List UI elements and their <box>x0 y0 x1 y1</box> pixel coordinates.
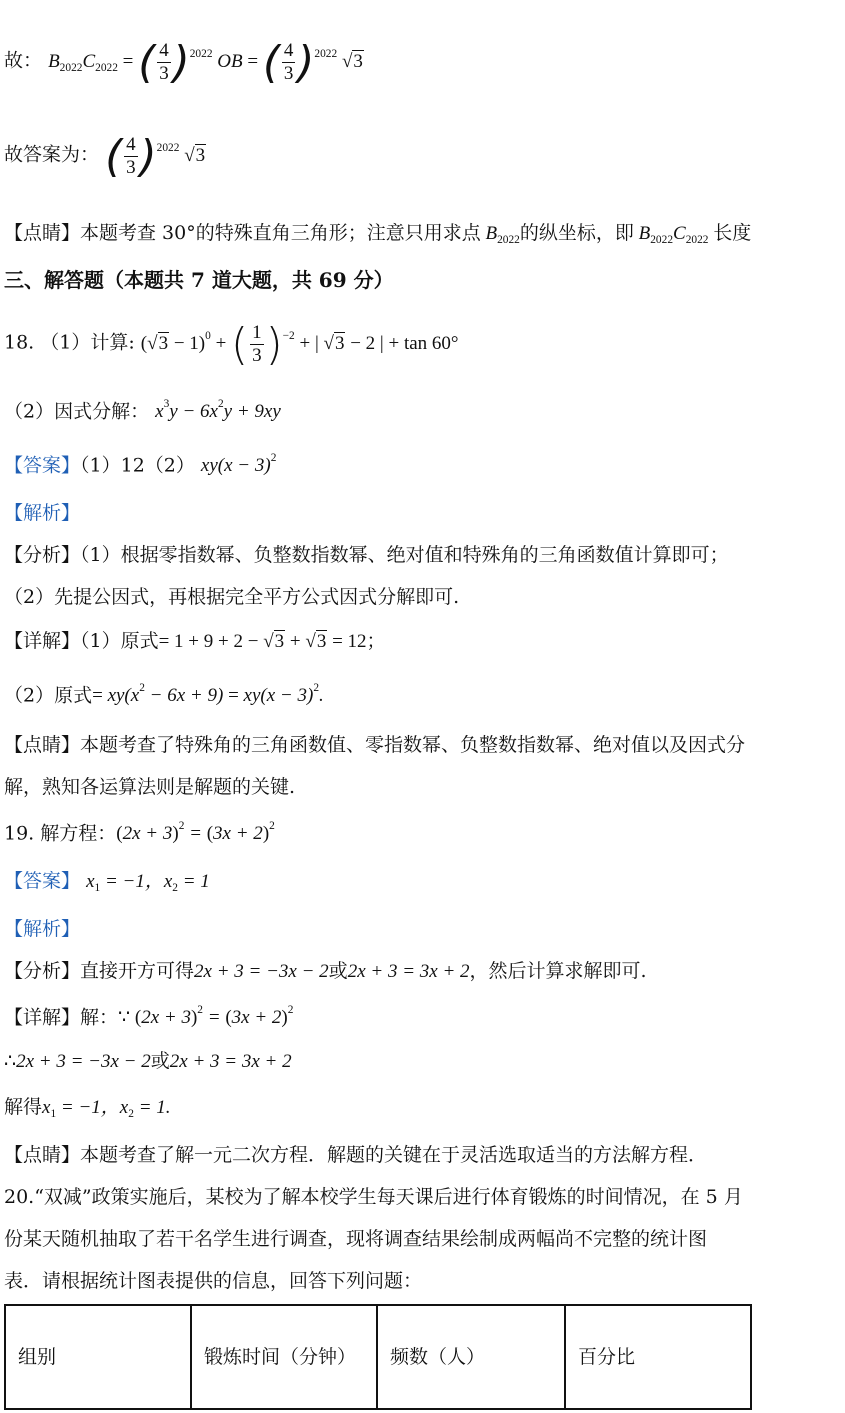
therefore-line <box>4 1050 292 1074</box>
text: 解得 <box>4 1096 43 1118</box>
formula: $B_{2022}C_{2022}$ <box>633 223 709 246</box>
dianjing-line <box>4 222 751 248</box>
formula: ( $\frac{4}{3}$ )$^{2022}$ √3 <box>105 130 206 182</box>
header-cell: 频数（人） <box>377 1305 565 1409</box>
question-20-3: 表．请根据统计图表提供的信息，回答下列问题： <box>4 1270 423 1292</box>
formula: $x_1 = -1$，$x_2 = 1$. <box>42 1097 171 1120</box>
question-18 <box>4 318 459 370</box>
formula: $(2x + 3)^2 = (3x + 2)^2$ <box>116 820 275 845</box>
formula: = $xy(x^2 - 6x + 9) = xy(x - 3)^2$. <box>92 682 324 707</box>
jiexi-tag: 【解析】 <box>4 918 81 940</box>
xiangjie-18-1 <box>4 630 386 654</box>
section-title: 三、解答题（本题共 7 道大题，共 69 分） <box>4 268 394 292</box>
text: （2）因式分解： <box>4 400 150 423</box>
formula: $x^3y - 6x^2y + 9xy$ <box>155 398 281 423</box>
header-cell: 锻炼时间（分钟） <box>191 1305 377 1409</box>
solution-line <box>4 1096 171 1122</box>
text: 或 <box>328 960 348 982</box>
answer-18 <box>4 452 276 478</box>
question-prefix: 18. （1）计算: <box>4 331 135 354</box>
dianjing-19: 【点睛】本题考查了解一元二次方程．解题的关键在于灵活选取适当的方法解方程． <box>4 1144 708 1166</box>
line-prefix: 故答案为： <box>4 143 100 166</box>
table-header-row <box>5 1305 751 1409</box>
formula: $(√3 - 1)^0$ + ( $\frac{1}{3}$ )$^{-2}$ + | √3 − 2 | + tan 60° <box>140 318 459 370</box>
stats-table <box>4 1304 752 1410</box>
text: 【详解】（1）原式 <box>4 630 159 652</box>
formula: ∵ $(2x + 3)^2 = (3x + 2)^2$ <box>118 1004 294 1029</box>
header-cell: 百分比 <box>565 1305 751 1409</box>
question-20-1: 20.“双减”政策实施后，某校为了解本校学生每天课后进行体育锻炼的时间情况，在 5 月 <box>4 1186 743 1208</box>
text: 【分析】直接开方可得 <box>4 960 195 982</box>
text: 19. 解方程： <box>4 822 117 845</box>
result-line-1 <box>4 36 364 88</box>
formula: 2x + 3 = 3x + 2 <box>347 961 470 982</box>
text: 或 <box>150 1050 170 1072</box>
xiangjie-19 <box>4 1004 293 1030</box>
formula: $B_{2022}$ <box>480 223 520 246</box>
question-19 <box>4 820 275 846</box>
text: 的纵坐标，即 <box>519 222 634 244</box>
formula: 2x + 3 = −3x − 2 <box>16 1051 151 1072</box>
dianjing-18-1: 【点睛】本题考查了特殊角的三角函数值、零指数幂、负整数指数幂、绝对值以及因式分 <box>4 734 746 756</box>
text: （1）12（2） <box>80 454 195 477</box>
formula: $xy(x - 3)^2$ <box>200 452 277 477</box>
question-18-part2 <box>4 398 281 424</box>
text: ，然后计算求解即可. <box>469 960 647 982</box>
therefore-symbol: ∴ <box>4 1050 17 1072</box>
header-cell: 组别 <box>5 1305 191 1409</box>
dianjing-18-2: 解，熟知各运算法则是解题的关键. <box>4 776 296 798</box>
answer-tag: 【答案】 <box>4 870 81 892</box>
formula: 2x + 3 = 3x + 2 <box>169 1051 292 1072</box>
text: （2）原式 <box>4 684 93 707</box>
answer-line <box>4 130 206 182</box>
answer-tag: 【答案】 <box>4 454 81 477</box>
formula: = 1 + 9 + 2 − √3 + √3 = 12； <box>158 631 386 652</box>
line-prefix: 故： <box>4 49 43 72</box>
formula: $x_1 = -1$，$x_2 = 1$ <box>86 871 210 894</box>
fenxi-19 <box>4 960 647 984</box>
fenxi-18-2: （2）先提公因式，再根据完全平方公式因式分解即可. <box>4 586 460 608</box>
text: 长度 <box>713 222 752 244</box>
fenxi-18-1: 【分析】（1）根据零指数幂、负整数指数幂、绝对值和特殊角的三角函数值计算即可； <box>4 544 729 566</box>
formula: 2x + 3 = −3x − 2 <box>194 961 329 982</box>
xiangjie-18-2 <box>4 682 324 708</box>
text: 【详解】解： <box>4 1006 119 1029</box>
text: 【点睛】本题考查 30°的特殊直角三角形；注意只用求点 <box>4 222 481 244</box>
question-20-2: 份某天随机抽取了若干名学生进行调查，现将调查结果绘制成两幅尚不完整的统计图 <box>4 1228 708 1250</box>
jiexi-tag: 【解析】 <box>4 502 81 524</box>
answer-19 <box>4 870 210 896</box>
formula: $B_{2022}C_{2022}$ = ( $\frac{4}{3}$ )$^{2022}$ OB = ( $\frac{4}{3}$ )$^{2022}$ √3 <box>48 36 363 88</box>
